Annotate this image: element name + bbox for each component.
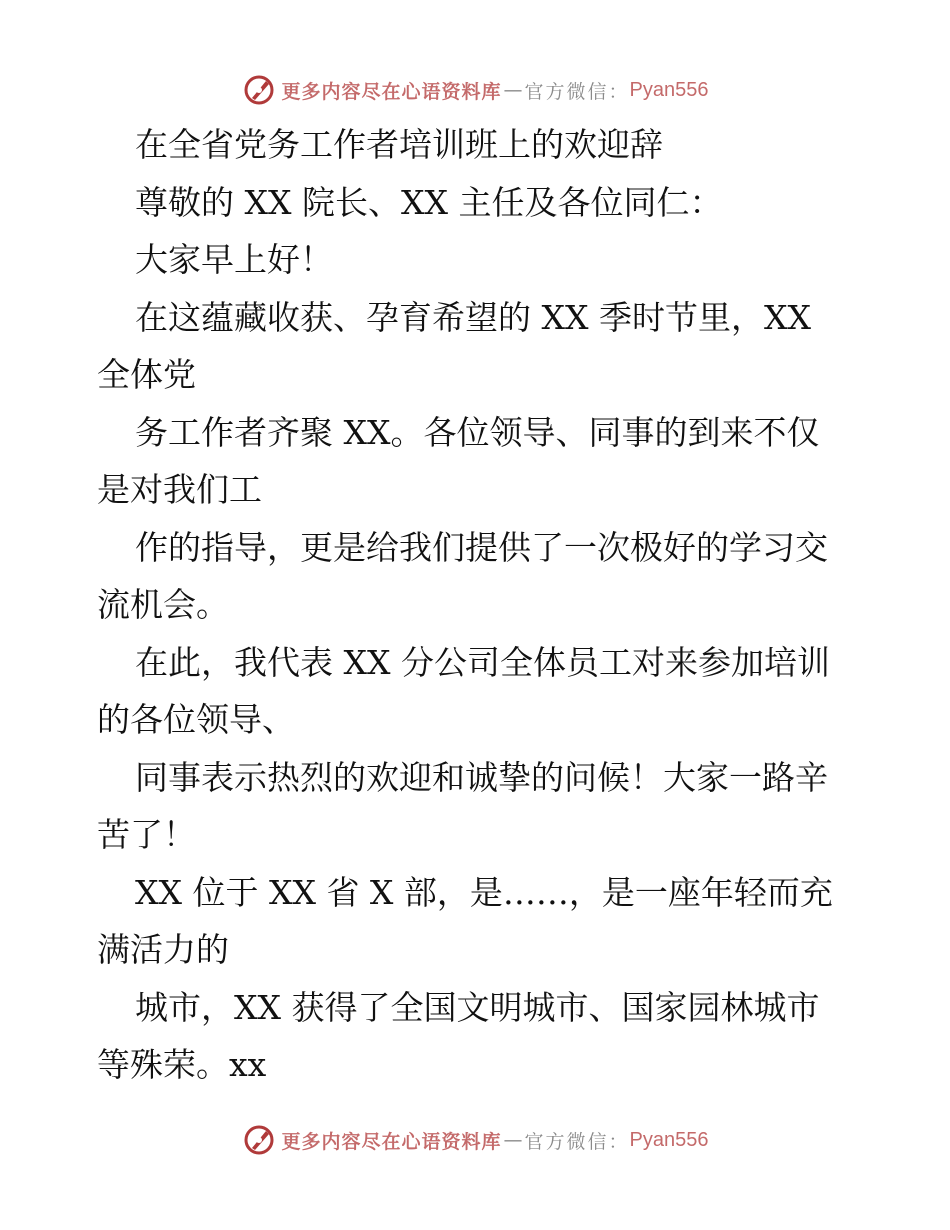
- paragraph-line: 城市，XX 获得了全国文明城市、国家园林城市: [135, 987, 820, 1027]
- paragraph-line: 等殊荣。xx: [97, 1045, 267, 1084]
- paragraph-line: 在这蕴藏收获、孕育希望的 XX 季时节里，XX: [135, 297, 811, 337]
- doc-title: 在全省党务工作者培训班上的欢迎辞: [135, 125, 663, 164]
- pen-logo-icon: [242, 1123, 276, 1157]
- paragraph-line: 作的指导，更是给我们提供了一次极好的学习交: [135, 527, 828, 567]
- paragraph-line: 全体党: [97, 355, 196, 394]
- paragraph-line: 务工作者齐聚 XX。各位领导、同事的到来不仅: [135, 412, 820, 452]
- banner-dash: —: [503, 79, 523, 101]
- banner-wechat-id: Pyan556: [629, 78, 709, 101]
- pen-logo-icon: [242, 73, 276, 107]
- paragraph-line: 满活力的: [97, 930, 229, 969]
- footer-watermark: [0, 1120, 950, 1160]
- paragraph-line: 是对我们工: [97, 470, 262, 509]
- paragraph-line: 苦了！: [97, 815, 196, 854]
- paragraph-line: XX 位于 XX 省 X 部，是……，是一座年轻而充: [135, 872, 833, 912]
- banner-wechat-id: Pyan556: [629, 1128, 709, 1151]
- header-watermark: [0, 70, 950, 110]
- paragraph-line: 在此，我代表 XX 分公司全体员工对来参加培训: [135, 642, 830, 682]
- document-body: [97, 116, 867, 1094]
- paragraph-line: 的各位领导、: [97, 700, 295, 739]
- greeting: 大家早上好！: [135, 240, 333, 279]
- paragraph-line: 流机会。: [97, 585, 229, 624]
- banner-main-text: 更多内容尽在心语资料库: [281, 80, 502, 103]
- banner-official-label: 官方微信：: [524, 1130, 630, 1153]
- paragraph-line: 同事表示热烈的欢迎和诚挚的问候！大家一路辛: [135, 757, 828, 797]
- salutation: 尊敬的 XX 院长、XX 主任及各位同仁：: [135, 182, 723, 222]
- banner-dash: —: [503, 1129, 523, 1151]
- banner-official-label: 官方微信：: [524, 80, 630, 103]
- banner-main-text: 更多内容尽在心语资料库: [281, 1130, 502, 1153]
